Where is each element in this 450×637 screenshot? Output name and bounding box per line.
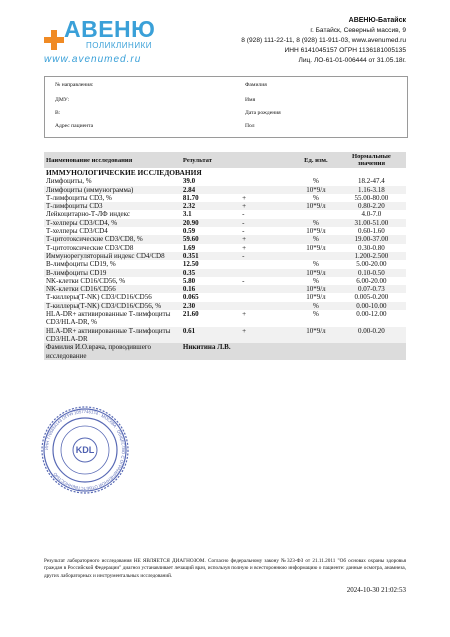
- clinic-logo: [44, 16, 164, 68]
- test-name: Т-цитотоксические CD3/CD8, %: [44, 235, 181, 243]
- normal-range: 0.00-12.00: [356, 310, 387, 319]
- result-value: 0.35: [181, 269, 240, 277]
- result-value: 3.1: [182, 210, 192, 219]
- flag: [240, 285, 295, 293]
- flag: -: [240, 252, 295, 260]
- unit: 10*9/л: [306, 243, 326, 252]
- flag: [240, 177, 295, 185]
- birth-label: Дата рождения: [245, 110, 281, 116]
- test-name: HLA-DR+ активированные Т-лимфоциты CD3/HLA-DR: [44, 327, 181, 344]
- normal-range: 18.2-47.4: [357, 177, 385, 186]
- table-row: [44, 277, 406, 285]
- surname-label: Фамилия: [245, 82, 267, 88]
- unit: %: [295, 302, 337, 310]
- unit: 10*9/л: [295, 269, 337, 277]
- normal-range: 0.00-0.20: [337, 327, 406, 344]
- result-value: 21.60: [182, 310, 199, 319]
- stamp-center-text: KDL: [75, 445, 95, 455]
- flag: [240, 293, 295, 301]
- normal-range: 6.00-20.00: [356, 276, 387, 285]
- flag: [240, 302, 295, 310]
- unit: 10*9/л: [306, 293, 326, 302]
- test-name: HLA-DR+ активированные Т-лимфоциты CD3/HLA-DR, %: [46, 310, 171, 327]
- normal-range: 0.005-0.200: [354, 293, 389, 302]
- table-row: [44, 235, 406, 243]
- header-result: Результат: [181, 152, 240, 168]
- unit: 10*9/л: [295, 327, 337, 344]
- table-row: [44, 202, 406, 210]
- referral-label: № направления:: [55, 82, 94, 88]
- flag: -: [242, 227, 245, 236]
- table-row: [44, 177, 406, 185]
- normal-range: 0.10-0.50: [337, 269, 406, 277]
- result-value: 5.80: [182, 276, 196, 285]
- test-name: В-лимфоциты CD19: [44, 269, 181, 277]
- unit: 10*9/л: [306, 227, 326, 236]
- sex-label: Пол: [245, 123, 255, 129]
- table-row: [44, 252, 406, 260]
- normal-range: 0.00-10.00: [337, 302, 406, 310]
- table-row: [44, 310, 406, 327]
- result-value: 0.351: [181, 252, 240, 260]
- normal-range: 5.00-20.00: [356, 260, 387, 269]
- laboratory-stamp: [40, 405, 130, 495]
- unit: %: [295, 235, 337, 243]
- test-name: Лимфоциты, %: [46, 177, 92, 186]
- result-value: 12.50: [182, 260, 199, 269]
- unit: 10*9/л: [295, 285, 337, 293]
- table-row: [44, 210, 406, 218]
- normal-range: 1.16-3.18: [337, 186, 406, 194]
- company-address: г. Батайск, Северный массив, 9: [310, 27, 406, 34]
- test-name: Лейкоцитарно-Т-ЛФ индекс: [46, 210, 130, 219]
- flag: [240, 269, 295, 277]
- unit: %: [313, 193, 319, 202]
- table-header-row: [44, 152, 406, 168]
- header-flag: [240, 152, 295, 168]
- logo-subtitle: ПОЛИКЛИНИКИ: [86, 41, 152, 50]
- test-name: Т-лимфоциты CD3: [44, 202, 181, 210]
- table-row: [44, 194, 406, 202]
- unit: %: [313, 276, 319, 285]
- patient-info-box: [44, 76, 408, 138]
- test-name: В-лимфоциты CD19, %: [46, 260, 116, 269]
- dms-label: ДМУ:: [55, 97, 70, 103]
- company-name: АВЕНЮ-Батайск: [348, 17, 406, 24]
- table-row: [44, 227, 406, 235]
- unit: %: [313, 260, 319, 269]
- header-unit: Ед. изм.: [295, 152, 337, 168]
- company-info: [166, 16, 406, 66]
- flag: +: [242, 243, 247, 252]
- table-row: [44, 244, 406, 252]
- flag: [240, 260, 295, 268]
- plus-logo-icon: [44, 30, 64, 50]
- section-title: ИММУНОЛОГИЧЕСКИЕ ИССЛЕДОВАНИЯ: [44, 168, 406, 177]
- stamp-outer-text: ИНН 7705654143 ОГРН 1057746174 · МОСКВА · ОБЩЕСТВО С ОГРАНИЧЕННОЙ ОТВЕТСТВЕННОСТЬЮ: [43, 408, 127, 492]
- flag: +: [242, 310, 247, 319]
- flag: -: [242, 276, 245, 285]
- table-row: [44, 327, 406, 344]
- doctor-name: Никитина Л.В.: [181, 343, 406, 360]
- flag: +: [240, 327, 295, 344]
- header-test-name: Наименование исследования: [44, 152, 181, 168]
- table-row: [44, 260, 406, 268]
- test-name: Иммунорегуляторный индекс CD4/CD8: [44, 252, 181, 260]
- table-row: [44, 186, 406, 194]
- normal-range: 0.30-0.80: [357, 243, 385, 252]
- normal-range: 31.00-51.00: [337, 219, 406, 227]
- normal-range: 1.200-2.500: [337, 252, 406, 260]
- name-label: Имя: [245, 97, 256, 103]
- table-row: [44, 293, 406, 301]
- flag: -: [242, 210, 245, 219]
- flag: +: [240, 202, 295, 210]
- unit: %: [295, 219, 337, 227]
- table-row: [44, 285, 406, 293]
- normal-range: 4.0-7.0: [361, 210, 382, 219]
- test-name: Т-цитотоксические CD3/CD8: [46, 243, 134, 252]
- flag: [240, 186, 295, 194]
- company-license: Лиц. ЛО-61-01-006444 от 31.05.18г.: [298, 57, 406, 64]
- company-inn: ИНН 6141045157 ОГРН 1136181005135: [284, 47, 406, 54]
- test-name: Т-хелперы CD3/CD4: [46, 227, 108, 236]
- flag: +: [240, 235, 295, 243]
- normal-range: 0.07-0.73: [337, 285, 406, 293]
- flag: -: [240, 219, 295, 227]
- normal-range: 19.00-37.00: [337, 235, 406, 243]
- result-value: 2.32: [181, 202, 240, 210]
- result-value: 2.30: [181, 302, 240, 310]
- test-name: NK-клетки CD16/CD56, %: [46, 276, 126, 285]
- flag: +: [242, 193, 247, 202]
- company-phones: 8 (928) 111-22-11, 8 (928) 11-911-03, www.avenumed.ru: [241, 37, 406, 44]
- header-norm: Нормальные значения: [337, 152, 406, 168]
- test-name: Т-киллеры(Т-NK) CD3/CD16/CD56, %: [44, 302, 181, 310]
- test-name: Т-хелперы CD3/CD4, %: [44, 219, 181, 227]
- test-name: Лимфоциты (иммунограмма): [44, 186, 181, 194]
- test-name: NK-клетки CD16/CD56: [44, 285, 181, 293]
- logo-title: АВЕНЮ: [64, 16, 156, 42]
- doctor-label: Фамилия И.О.врача, проводившего исследование: [44, 343, 181, 360]
- disclaimer: Результат лабораторного исследования НЕ ЯВЛЯЕТСЯ ДИАГНОЗОМ. Согласно федеральному закону №323-ФЗ от 21.11.2011 "Об основах охраны здоровья граждан в Российской Федерации" диагноз устанавливает лечащий врач, используя полную и всестороннюю информацию о пациенте: данные осмотра, анамнеза, других лабораторных и инструментальных исследований.: [44, 558, 406, 579]
- result-value: 1.69: [182, 243, 196, 252]
- print-datetime: 2024-10-30 21:02:53: [346, 586, 406, 594]
- unit: 10*9/л: [295, 186, 337, 194]
- normal-range: 55.00-80.00: [354, 193, 389, 202]
- unit: %: [313, 177, 319, 186]
- result-value: 0.065: [182, 293, 199, 302]
- table-row: [44, 269, 406, 277]
- unit: [295, 210, 337, 218]
- test-name: Т-лимфоциты CD3, %: [46, 193, 112, 202]
- table-row: [44, 219, 406, 227]
- result-value: 39.0: [182, 177, 196, 186]
- address-label: Адрес пациента: [55, 123, 94, 129]
- result-value: 0.16: [181, 285, 240, 293]
- result-value: 81.70: [182, 193, 199, 202]
- section-row: [44, 168, 406, 177]
- result-value: 59.60: [181, 235, 240, 243]
- result-value: 2.84: [181, 186, 240, 194]
- normal-range: 0.60-1.60: [357, 227, 385, 236]
- doctor-row: [44, 343, 406, 360]
- unit: %: [313, 310, 319, 319]
- test-name: Т-киллеры(Т-NK) CD3/CD16/CD56: [46, 293, 152, 302]
- result-value: 0.61: [181, 327, 240, 344]
- normal-range: 0.80-2.20: [337, 202, 406, 210]
- logo-url: www.avenumed.ru: [44, 54, 142, 65]
- results-table: [44, 152, 406, 360]
- v-label: В:: [55, 110, 61, 116]
- table-row: [44, 302, 406, 310]
- result-value: 20.90: [181, 219, 240, 227]
- result-value: 0.59: [182, 227, 196, 236]
- unit: 10*9/л: [295, 202, 337, 210]
- unit: [295, 252, 337, 260]
